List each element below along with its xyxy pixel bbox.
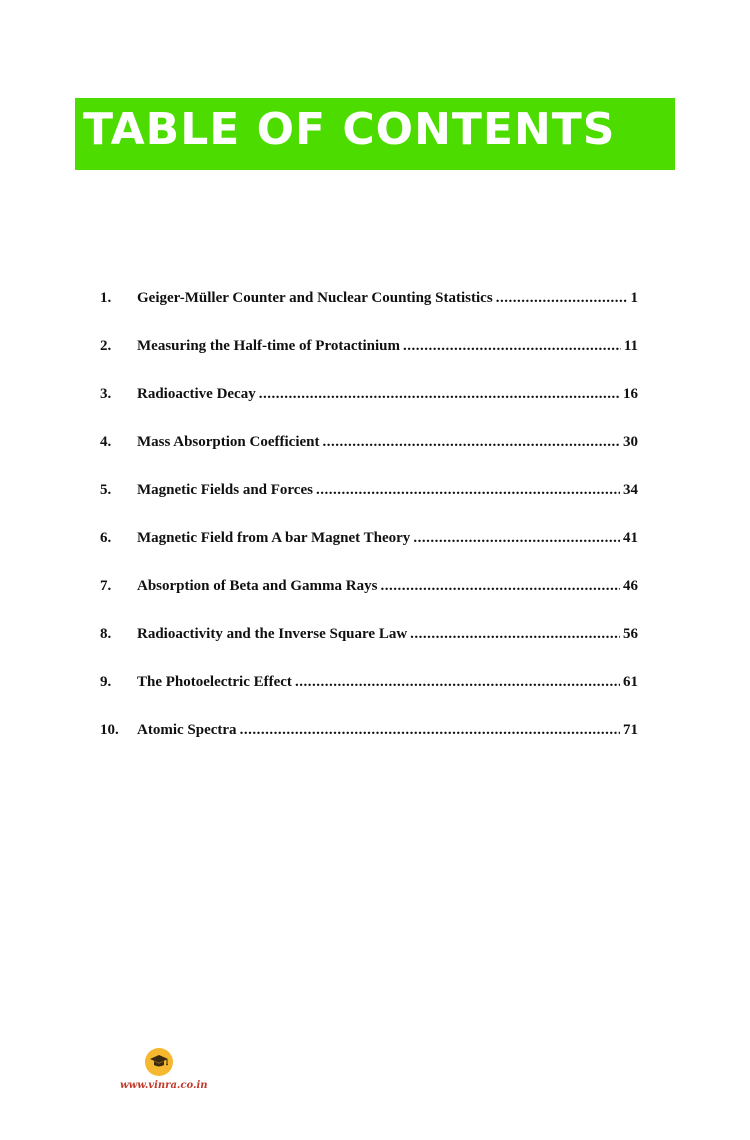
entry-number: 1. [100,290,112,306]
entry-page: 41 [623,530,638,546]
entry-title: Geiger-Müller Counter and Nuclear Counting Statistics [137,290,493,306]
entry-page: 71 [623,722,638,738]
toc-entry[interactable] [100,382,638,430]
entry-number: 3. [100,386,112,402]
entry-page: 61 [623,674,638,690]
toc-entry[interactable] [100,670,638,718]
entry-title: Atomic Spectra [137,722,237,738]
entry-title: The Photoelectric Effect [137,674,292,690]
dot-leader [410,622,620,646]
dot-leader [323,430,621,454]
entry-title: Magnetic Field from A bar Magnet Theory [137,530,411,546]
entry-number: 9. [100,674,112,690]
entry-number: 10. [100,722,119,738]
dot-leader [259,382,620,406]
dot-leader [413,526,620,550]
entry-number: 7. [100,578,112,594]
dot-leader [316,478,620,502]
toc-entry[interactable] [100,526,638,574]
dot-leader [295,670,620,694]
dot-leader [496,286,628,310]
toc-entry[interactable] [100,622,638,670]
entry-page: 16 [623,386,638,402]
entry-number: 4. [100,434,112,450]
entry-page: 1 [630,290,638,306]
title-banner [75,98,675,170]
entry-page: 56 [623,626,638,642]
toc-entry[interactable] [100,718,638,766]
entry-title: Measuring the Half-time of Protactinium [137,338,401,354]
graduation-cap-icon [145,1048,173,1076]
entry-page: 46 [623,578,638,594]
toc-entry[interactable] [100,286,638,334]
page-title: TABLE OF CONTENTS [83,104,616,155]
dot-leader [403,334,621,358]
entry-number: 8. [100,626,112,642]
entry-page: 34 [623,482,638,498]
entry-page: 11 [623,338,638,354]
dot-leader [240,718,620,742]
toc-entry[interactable] [100,334,638,382]
entry-title: Magnetic Fields and Forces [137,482,313,498]
entry-title: Absorption of Beta and Gamma Rays [137,578,378,594]
dot-leader [380,574,620,598]
entry-page: 30 [623,434,638,450]
entry-number: 2. [100,338,112,354]
entry-number: 6. [100,530,112,546]
toc-entry[interactable] [100,430,638,478]
entry-title: Radioactivity and the Inverse Square Law [137,626,408,642]
entry-number: 5. [100,482,112,498]
toc-entry[interactable] [100,478,638,526]
entry-title: Radioactive Decay [137,386,256,402]
toc-list [100,286,638,766]
toc-entry[interactable] [100,574,638,622]
website-url[interactable]: www.vinra.co.in [120,1080,208,1091]
entry-title: Mass Absorption Coefficient [137,434,320,450]
